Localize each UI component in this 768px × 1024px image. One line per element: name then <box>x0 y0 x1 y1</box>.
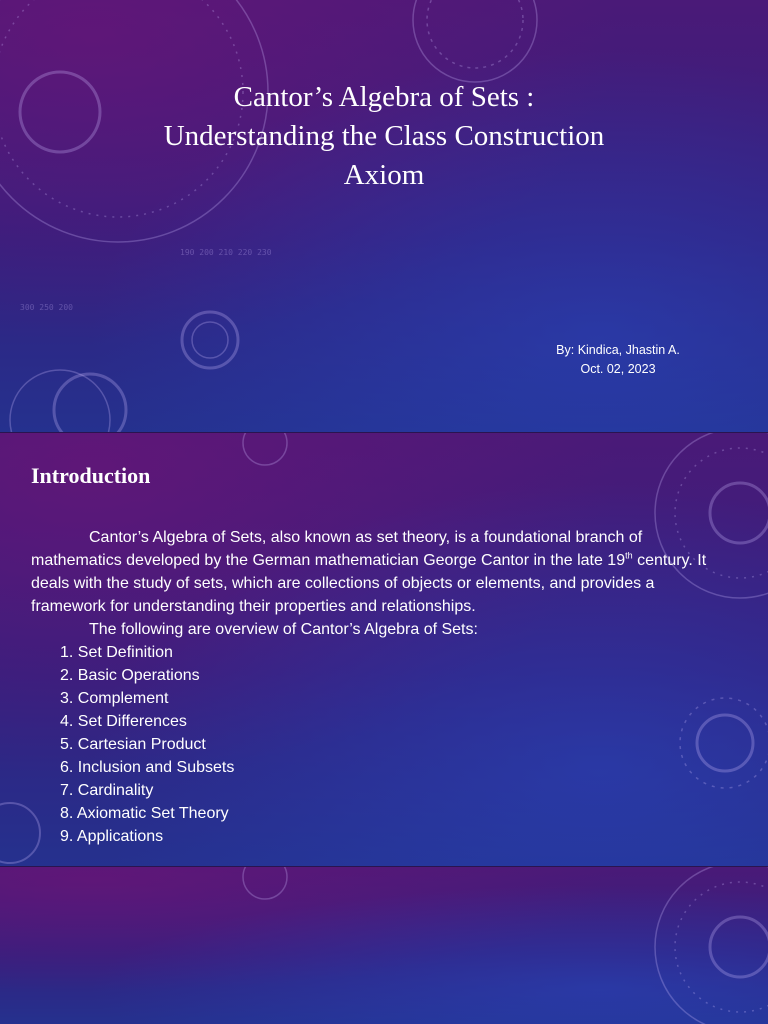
svg-text:190 200 210 220 230: 190 200 210 220 230 <box>180 248 272 257</box>
circle-decoration-graphic <box>0 867 768 1024</box>
byline <box>520 341 716 379</box>
list-item: 6. Inclusion and Subsets <box>60 759 235 776</box>
title-slide <box>0 0 768 432</box>
svg-text:300 250 200: 300 250 200 <box>20 303 73 312</box>
next-slide-partial <box>0 867 768 1024</box>
title-line: Understanding the Class Construction <box>163 120 605 152</box>
overview-list <box>31 641 731 848</box>
intro-body <box>31 526 731 848</box>
intro-text-part-1: Cantor’s Algebra of Sets, also known as set theory, is a foundational branch of mathematics developed by the German mathematician George Cantor in the late 19 <box>31 529 643 569</box>
author-name: By: Kindica, Jhastin A. <box>556 343 680 357</box>
list-item: 5. Cartesian Product <box>60 736 206 753</box>
introduction-slide <box>0 433 768 866</box>
section-heading: Introduction <box>31 463 151 488</box>
intro-paragraph <box>31 526 731 618</box>
list-item: 7. Cardinality <box>60 782 154 799</box>
intro-text-part-2: century. It deals with the study of sets, which are collections of objects or elements, and provides a framework for understanding their properties and relationships. <box>31 552 707 615</box>
title-line: Axiom <box>343 159 425 191</box>
ordinal-suffix: th <box>625 550 633 561</box>
list-item: 3. Complement <box>60 690 169 707</box>
list-item: 2. Basic Operations <box>60 667 200 684</box>
slide-title <box>94 78 674 195</box>
overview-lead: The following are overview of Cantor’s Algebra of Sets: <box>89 621 478 638</box>
list-item: 9. Applications <box>60 828 164 845</box>
title-line: Cantor’s Algebra of Sets : <box>233 81 535 113</box>
list-item: 1. Set Definition <box>60 644 173 661</box>
presentation-date: Oct. 02, 2023 <box>580 362 656 376</box>
list-item: 4. Set Differences <box>60 713 187 730</box>
list-item: 8. Axiomatic Set Theory <box>60 805 229 822</box>
